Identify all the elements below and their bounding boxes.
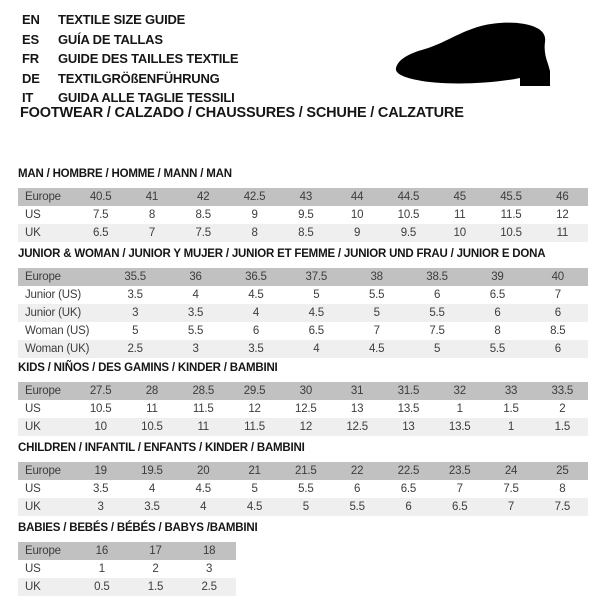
size-cell: 36.5 — [245, 271, 267, 283]
size-cell: 42.5 — [243, 191, 266, 203]
size-cell: 4.5 — [248, 289, 264, 301]
size-cell: 11 — [197, 421, 210, 433]
size-cell: 17 — [149, 545, 162, 557]
size-cell: 4 — [252, 307, 260, 319]
table-row — [18, 188, 588, 206]
row-label: US — [25, 563, 41, 575]
size-cell: 6 — [554, 307, 561, 319]
size-cell: 5 — [302, 501, 309, 513]
size-cell: 12.5 — [346, 421, 368, 433]
size-cell: 6 — [405, 501, 412, 513]
size-cell: 4.5 — [368, 343, 385, 355]
size-cell: 39 — [491, 271, 504, 283]
size-cell: 6 — [252, 325, 260, 337]
size-cell: 13.5 — [448, 421, 471, 433]
size-cell: 38 — [370, 271, 383, 283]
size-cell: 23.5 — [448, 465, 471, 477]
row-label: US — [25, 209, 41, 221]
section-title: KIDS / NIÑOS / DES GAMINS / KINDER / BAMBINI — [18, 362, 278, 374]
table-row — [18, 206, 588, 224]
size-cell: 8.5 — [298, 227, 314, 239]
section-title: JUNIOR & WOMAN / JUNIOR Y MUJER / JUNIOR ET FEMME / JUNIOR UND FRAU / JUNIOR E DONA — [18, 248, 546, 260]
size-section-junior — [18, 247, 588, 358]
section-title: CHILDREN / INFANTIL / ENFANTS / KINDER / BAMBINI — [18, 442, 305, 454]
size-cell: 22.5 — [397, 465, 420, 477]
size-cell: 5.5 — [298, 483, 314, 495]
size-cell: 10 — [453, 227, 466, 239]
size-cell: 4.5 — [195, 483, 211, 495]
size-cell: 5.5 — [489, 343, 506, 355]
language-title: GUIDE DES TAILLES TEXTILE — [58, 51, 239, 67]
size-cell: 8 — [494, 325, 501, 337]
size-cell: 33 — [504, 385, 518, 397]
size-cell: 45 — [453, 191, 466, 203]
size-cell: 35.5 — [124, 271, 146, 283]
size-cell: 4.5 — [246, 501, 263, 513]
size-cell: 7 — [554, 289, 561, 301]
size-cell: 22 — [350, 465, 364, 477]
size-cell: 5.5 — [429, 307, 445, 319]
size-cell: 3 — [192, 343, 199, 355]
size-cell: 7.5 — [554, 501, 571, 513]
table-row — [18, 560, 236, 578]
size-cell: 44 — [350, 191, 364, 203]
size-cell: 7 — [507, 501, 515, 513]
size-cell: 2 — [559, 403, 566, 415]
size-cell: 1.5 — [554, 421, 571, 433]
size-cell: 10.5 — [89, 403, 112, 415]
size-cell: 40.5 — [89, 191, 112, 203]
size-cell: 6 — [433, 289, 441, 301]
row-label: Woman (UK) — [25, 343, 90, 355]
size-cell: 13.5 — [397, 403, 420, 415]
size-cell: 16 — [95, 545, 109, 557]
size-cell: 3 — [206, 563, 213, 575]
size-cell: 2.5 — [201, 581, 217, 593]
size-cell: 6.5 — [400, 483, 417, 495]
size-cell: 4 — [148, 483, 156, 495]
language-title-block — [22, 10, 238, 108]
size-cell: 12 — [556, 209, 569, 221]
size-cell: 43 — [299, 191, 313, 203]
size-cell: 8.5 — [195, 209, 211, 221]
row-label: Junior (US) — [25, 289, 81, 301]
size-cell: 4 — [200, 501, 207, 513]
table-row — [18, 400, 588, 418]
row-label: Europe — [25, 465, 61, 477]
size-cell: 5 — [251, 483, 258, 495]
size-cell: 4.5 — [308, 307, 324, 319]
size-cell: 3.5 — [248, 343, 264, 355]
size-cell: 5 — [373, 307, 380, 319]
language-row-de — [22, 69, 238, 89]
size-table-man — [18, 188, 588, 242]
size-cell: 5 — [433, 343, 441, 355]
size-cell: 11.5 — [244, 421, 265, 433]
size-cell: 9 — [251, 209, 258, 221]
section-title: MAN / HOMBRE / HOMME / MANN / MAN — [18, 168, 232, 180]
size-cell: 5 — [132, 325, 139, 337]
table-row — [18, 304, 588, 322]
size-cell: 18 — [202, 545, 216, 557]
table-row — [18, 542, 236, 560]
size-section-kids — [18, 361, 588, 436]
size-cell: 2 — [152, 563, 159, 575]
size-cell: 7 — [456, 483, 463, 495]
table-row — [18, 322, 588, 340]
size-cell: 6.5 — [308, 325, 324, 337]
dress-shoe-icon — [392, 18, 574, 98]
table-row — [18, 340, 588, 358]
row-label: UK — [25, 421, 41, 433]
size-cell: 3.5 — [92, 483, 109, 495]
size-cell: 30 — [299, 385, 313, 397]
size-cell: 5.5 — [349, 501, 365, 513]
size-cell: 7.5 — [195, 227, 211, 239]
size-cell: 3.5 — [187, 307, 204, 319]
row-label: Europe — [25, 191, 61, 203]
size-cell: 27.5 — [89, 385, 112, 397]
row-label: Europe — [25, 385, 61, 397]
size-cell: 7.5 — [92, 209, 109, 221]
size-cell: 9 — [354, 227, 361, 239]
size-table-kids — [18, 382, 588, 436]
size-cell: 6 — [494, 307, 501, 319]
size-cell: 28 — [145, 385, 159, 397]
size-cell: 1 — [98, 563, 105, 575]
row-label: US — [25, 483, 41, 495]
size-cell: 6.5 — [452, 501, 468, 513]
size-cell: 1.5 — [147, 581, 164, 593]
language-title: TEXTILGRÖßENFÜHRUNG — [58, 70, 220, 86]
size-cell: 11 — [146, 403, 158, 415]
row-label: US — [25, 403, 41, 415]
size-cell: 32 — [453, 385, 466, 397]
size-cell: 10.5 — [397, 209, 420, 221]
table-row — [18, 286, 588, 304]
size-cell: 10 — [350, 209, 364, 221]
size-cell: 40 — [551, 271, 565, 283]
size-cell: 11.5 — [500, 209, 522, 221]
size-table-junior — [18, 268, 588, 358]
size-cell: 10.5 — [141, 421, 163, 433]
size-cell: 5.5 — [187, 325, 204, 337]
size-cell: 13 — [402, 421, 415, 433]
size-cell: 21 — [248, 465, 261, 477]
size-cell: 28.5 — [192, 385, 215, 397]
size-cell: 25 — [556, 465, 569, 477]
size-cell: 5 — [313, 289, 320, 301]
size-cell: 42 — [197, 191, 210, 203]
size-cell: 37.5 — [305, 271, 328, 283]
language-row-fr — [22, 49, 238, 69]
size-cell: 6 — [354, 483, 361, 495]
size-cell: 1 — [507, 421, 515, 433]
language-title: TEXTILE SIZE GUIDE — [58, 12, 186, 27]
size-cell: 6 — [554, 343, 561, 355]
size-section-children — [18, 441, 588, 516]
size-cell: 1 — [456, 403, 463, 415]
size-cell: 11.5 — [192, 403, 214, 415]
size-cell: 31.5 — [397, 385, 420, 397]
size-cell: 19.5 — [141, 465, 163, 477]
row-label: UK — [25, 501, 41, 513]
section-title: BABIES / BEBÉS / BÉBÉS / BABYS /BAMBINI — [18, 522, 258, 534]
size-cell: 33.5 — [551, 385, 574, 397]
row-label: Europe — [25, 271, 61, 283]
size-cell: 3 — [97, 501, 104, 513]
size-cell: 3.5 — [127, 289, 143, 301]
size-cell: 0.5 — [94, 581, 110, 593]
row-label: Junior (UK) — [25, 307, 81, 319]
size-cell: 12.5 — [295, 403, 317, 415]
size-cell: 44.5 — [397, 191, 420, 203]
language-title: GUÍA DE TALLAS — [58, 31, 163, 47]
size-cell: 4 — [192, 289, 199, 301]
size-cell: 45.5 — [500, 191, 522, 203]
size-cell: 11 — [453, 209, 466, 221]
size-cell: 7 — [373, 325, 380, 337]
size-cell: 3 — [132, 307, 139, 319]
size-cell: 10.5 — [500, 227, 522, 239]
size-section-man — [18, 167, 588, 242]
size-cell: 9.5 — [298, 209, 314, 221]
table-row — [18, 224, 588, 242]
table-row — [18, 480, 588, 498]
size-cell: 12 — [248, 403, 261, 415]
size-cell: 11 — [556, 227, 569, 239]
language-code: EN — [22, 12, 40, 27]
table-row — [18, 578, 236, 596]
size-cell: 29.5 — [243, 385, 266, 397]
size-cell: 21.5 — [295, 465, 317, 477]
row-label: UK — [25, 581, 41, 593]
table-row — [18, 268, 588, 286]
table-row — [18, 498, 588, 516]
size-cell: 24 — [504, 465, 518, 477]
size-cell: 38.5 — [426, 271, 448, 283]
category-line: FOOTWEAR / CALZADO / CHAUSSURES / SCHUHE / CALZATURE — [20, 105, 464, 121]
size-cell: 8.5 — [550, 325, 566, 337]
size-cell: 7.5 — [503, 483, 519, 495]
size-cell: 2.5 — [127, 343, 143, 355]
size-cell: 10 — [94, 421, 107, 433]
size-cell: 6.5 — [489, 289, 506, 301]
size-cell: 1.5 — [503, 403, 519, 415]
language-row-en — [22, 10, 238, 30]
table-row — [18, 418, 588, 436]
size-cell: 31 — [350, 385, 364, 397]
language-title: GUIDA ALLE TAGLIE TESSILI — [58, 90, 235, 106]
size-cell: 41 — [145, 191, 159, 203]
size-table-babies — [18, 542, 236, 596]
size-cell: 8 — [251, 227, 258, 239]
row-label: UK — [25, 227, 41, 239]
table-row — [18, 382, 588, 400]
size-cell: 12 — [299, 421, 313, 433]
size-cell: 19 — [94, 465, 107, 477]
size-cell: 4 — [313, 343, 320, 355]
size-cell: 7 — [148, 227, 156, 239]
row-label: Europe — [25, 545, 61, 557]
size-cell: 46 — [556, 191, 569, 203]
size-cell: 3.5 — [144, 501, 160, 513]
language-code: ES — [22, 31, 39, 47]
language-code: DE — [22, 70, 40, 86]
size-cell: 6.5 — [92, 227, 109, 239]
table-row — [18, 462, 588, 480]
size-cell: 36 — [189, 271, 202, 283]
language-code: FR — [22, 51, 39, 67]
size-cell: 8 — [559, 483, 566, 495]
row-label: Woman (US) — [25, 325, 90, 337]
language-row-es — [22, 30, 238, 50]
size-cell: 9.5 — [400, 227, 417, 239]
size-cell: 13 — [350, 403, 364, 415]
size-table-children — [18, 462, 588, 516]
language-code: IT — [22, 90, 34, 106]
size-cell: 5.5 — [368, 289, 385, 301]
size-cell: 7.5 — [429, 325, 445, 337]
size-cell: 8 — [148, 209, 156, 221]
size-cell: 20 — [197, 465, 210, 477]
size-section-babies — [18, 521, 257, 596]
